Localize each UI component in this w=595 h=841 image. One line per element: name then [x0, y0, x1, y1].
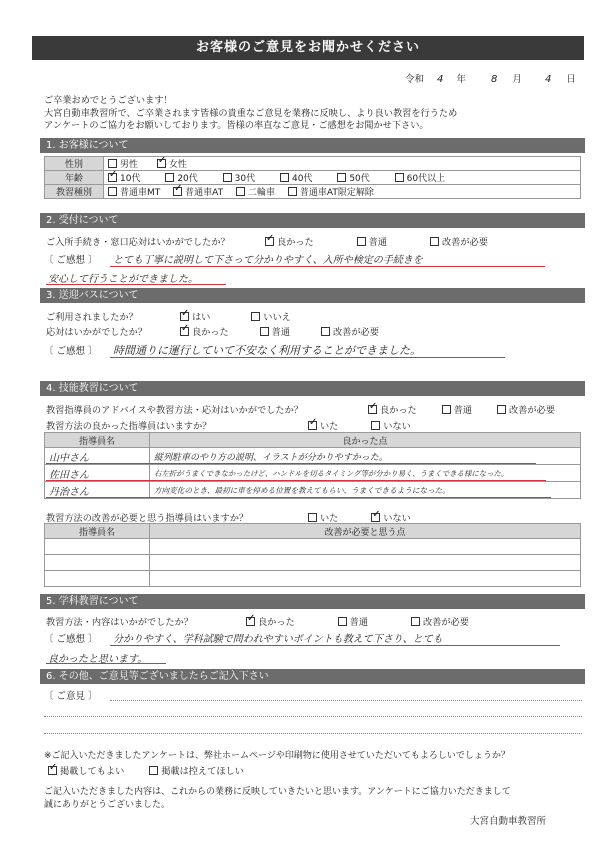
good-instructor-question: 教習方法の良かった指導員はいますか？ — [46, 421, 212, 432]
signature: 大宮自動車教習所 — [470, 816, 547, 827]
bus-comment[interactable]: 時間通りに運行していて不安なく利用することができました。 — [113, 344, 421, 357]
comment-line[interactable] — [44, 716, 582, 717]
checkbox[interactable] — [108, 187, 117, 196]
underline — [110, 357, 505, 358]
column-header: 改善が必要と思う点 — [150, 524, 581, 539]
option-motorcycle[interactable]: 二輪車 — [236, 185, 275, 198]
instructor-name[interactable]: 丹治さん — [45, 482, 150, 499]
option-needs-improvement[interactable]: 改善が必要 — [497, 402, 555, 416]
underline — [46, 284, 226, 285]
improvement-cell[interactable] — [150, 555, 581, 571]
instructor-name-cell[interactable] — [45, 555, 150, 571]
checkbox-checked[interactable] — [180, 327, 189, 336]
age-label: 年齢 — [45, 171, 104, 185]
instructor-name-cell[interactable] — [45, 571, 150, 587]
bus-use-options — [180, 309, 291, 323]
checkbox[interactable] — [260, 327, 269, 336]
comment-line[interactable] — [44, 733, 582, 734]
checkbox[interactable] — [442, 405, 451, 414]
good-instructor-options — [308, 418, 411, 432]
option-publish-no[interactable]: 掲載は控えてほしい — [149, 763, 244, 777]
option-male[interactable]: 男性 — [108, 157, 138, 170]
date-year-unit: 年 — [456, 74, 466, 85]
date-day-unit: 日 — [566, 74, 576, 85]
checkbox-checked[interactable] — [180, 312, 189, 321]
improvement-cell[interactable] — [150, 539, 581, 555]
checkbox[interactable] — [430, 237, 439, 246]
intro-line: アンケートのご協力をお願いしております。皆様の率直なご意見・ご感想をお聞かせ下さい。 — [44, 120, 429, 131]
option-normal[interactable]: 普通 — [260, 324, 290, 338]
bad-instructor-question: 教習方法の改善が必要と思う指導員はいますか？ — [46, 513, 249, 524]
bus-comment-label: 〔 ご感想 〕 — [44, 346, 98, 357]
option-60s-plus[interactable]: 60代以上 — [395, 171, 445, 184]
date-line — [405, 71, 576, 85]
underline — [46, 463, 536, 464]
checkbox-checked[interactable] — [48, 766, 57, 775]
bus-service-question: 応対はいかがでしたか？ — [46, 327, 148, 338]
reception-options — [265, 234, 488, 248]
option-needs-improvement[interactable]: 改善が必要 — [430, 234, 488, 248]
date-month-unit: 月 — [512, 74, 522, 85]
reception-question: ご入所手続き・窓口応対はいかがでしたか？ — [46, 237, 230, 248]
instructor-good-point[interactable]: 方向変化のとき、最初に車を停める位置を教えてもらい、うまくできるようになった。 — [150, 482, 581, 499]
instructor-advice-options — [368, 402, 555, 416]
checkbox-checked[interactable] — [157, 159, 166, 168]
section-1-header: 1. お客様について — [40, 138, 585, 153]
option-no[interactable]: ✓ いない — [371, 510, 411, 524]
instructor-name[interactable]: 山中さん — [45, 448, 150, 465]
customer-info-table — [44, 156, 581, 199]
date-era: 令和 — [405, 74, 425, 85]
option-40s[interactable]: 40代 — [280, 171, 312, 184]
checkbox[interactable] — [357, 237, 366, 246]
column-header: 良かった点 — [150, 433, 581, 448]
good-instructor-table — [44, 432, 581, 499]
checkbox[interactable] — [411, 617, 420, 626]
classroom-comment-line-2[interactable]: 良かったと思います。 — [48, 654, 148, 665]
option-good[interactable]: ✓ 良かった — [265, 234, 314, 248]
reception-comment-line-2[interactable]: 安心して行うことができました。 — [48, 274, 198, 285]
underline — [46, 663, 166, 664]
option-10s[interactable]: ✓ 10代 — [108, 171, 140, 184]
section-3-header: 3. 送迎バスについて — [40, 288, 585, 303]
checkbox[interactable] — [371, 421, 380, 430]
option-normal[interactable]: 普通 — [338, 614, 368, 628]
option-no[interactable]: いいえ — [251, 309, 291, 323]
option-publish-ok[interactable]: ✓掲載してもよい — [48, 763, 124, 777]
checkbox-checked[interactable] — [173, 187, 182, 196]
checkbox[interactable] — [251, 312, 260, 321]
checkbox-checked[interactable] — [308, 421, 317, 430]
improvement-cell[interactable] — [150, 571, 581, 587]
bad-instructor-table — [44, 523, 581, 587]
closing-line: 誠にありがとうございました。 — [44, 799, 171, 810]
option-at[interactable]: ✓ 普通車AT — [173, 185, 223, 198]
checkbox[interactable] — [149, 766, 158, 775]
option-normal[interactable]: 普通 — [357, 234, 387, 248]
intro-line: ご卒業おめでとうございます！ — [44, 95, 173, 106]
consent-options — [48, 763, 244, 777]
underline — [110, 645, 560, 646]
column-header: 指導員名 — [45, 524, 150, 539]
section-2-header: 2. 受付について — [40, 213, 585, 228]
consent-question: ※ご記入いただきましたアンケートは、弊社ホームページや印刷物に使用させていただいてもよろしいでしょうか？ — [44, 751, 510, 761]
checkbox[interactable] — [308, 513, 317, 522]
checkbox[interactable] — [497, 405, 506, 414]
option-needs-improvement[interactable]: 改善が必要 — [411, 614, 469, 628]
instructor-name[interactable]: 佐田さん — [45, 465, 150, 482]
checkbox-checked[interactable] — [371, 513, 380, 522]
option-mt[interactable]: 普通車MT — [108, 185, 160, 198]
option-no[interactable]: いない — [371, 418, 411, 432]
checkbox[interactable] — [395, 173, 404, 182]
option-needs-improvement[interactable]: 改善が必要 — [321, 324, 379, 338]
option-good[interactable]: ✓ 良かった — [246, 614, 295, 628]
reception-comment-line-1[interactable]: とても丁寧に説明して下さって分かりやすく、入所や検定の手続きを — [113, 255, 423, 266]
checkbox[interactable] — [108, 159, 117, 168]
option-good[interactable]: ✓ 良かった — [368, 402, 417, 416]
date-year[interactable]: 4 — [437, 74, 444, 85]
instructor-good-point[interactable]: 縦列駐車のやり方の説明、イラストが分かりやすかった。 — [150, 448, 581, 465]
checkbox[interactable] — [337, 173, 346, 182]
checkbox[interactable] — [236, 187, 245, 196]
column-header: 指導員名 — [45, 433, 150, 448]
option-50s[interactable]: 50代 — [337, 171, 369, 184]
underline — [46, 480, 546, 481]
option-at-limit-removal[interactable]: 普通車AT限定解除 — [288, 185, 374, 198]
option-good[interactable]: ✓ 良かった — [180, 324, 229, 338]
instructor-good-point[interactable]: 右左折がうまくできなかったけど、ハンドルを切るタイミング等が分かり易く、うまくできる様になった。 — [150, 465, 581, 482]
option-female[interactable]: ✓ 女性 — [157, 157, 187, 170]
closing-line: ご記入いただきました内容は、これからの業務に反映していきたいと思います。アンケートにご協力いただきまして — [44, 787, 511, 797]
classroom-options — [246, 614, 469, 628]
section-5-header: 5. 学科教習について — [40, 594, 585, 609]
instructor-advice-question: 教習指導員のアドバイスや教習方法・応対はいかがでしたか？ — [46, 405, 303, 416]
date-month[interactable]: 8 — [491, 74, 498, 85]
checkbox-checked[interactable] — [246, 617, 255, 626]
section-4-header: 4. 技能教習について — [40, 381, 585, 396]
option-normal[interactable]: 普通 — [442, 402, 472, 416]
option-30s[interactable]: 30代 — [223, 171, 255, 184]
bus-use-question: ご利用されましたか？ — [46, 312, 138, 323]
course-type-label: 教習種別 — [45, 185, 104, 199]
section-6-header: 6. その他、ご意見等ございましたらご記入下さい — [40, 669, 585, 684]
checkbox[interactable] — [223, 173, 232, 182]
option-20s[interactable]: 20代 — [165, 171, 197, 184]
instructor-name-cell[interactable] — [45, 539, 150, 555]
reception-comment-label: 〔 ご感想 〕 — [44, 255, 98, 266]
checkbox-checked[interactable] — [368, 405, 377, 414]
checkbox[interactable] — [165, 173, 174, 182]
form-title: お客様のご意見をお聞かせください — [32, 36, 584, 60]
classroom-question: 教習方法・内容はいかがでしたか？ — [46, 617, 193, 628]
date-day[interactable]: 4 — [544, 74, 552, 85]
option-yes[interactable]: ✓ いた — [308, 418, 338, 432]
checkbox[interactable] — [321, 327, 330, 336]
bus-service-options — [180, 324, 379, 338]
gender-options — [104, 157, 581, 171]
course-type-options — [104, 185, 581, 199]
classroom-comment-label: 〔 ご感想 〕 — [44, 634, 98, 645]
bad-instructor-options — [308, 510, 411, 524]
gender-label: 性別 — [45, 157, 104, 171]
underline — [46, 497, 551, 498]
option-yes[interactable]: いた — [308, 510, 338, 524]
checkbox[interactable] — [280, 173, 289, 182]
checkbox[interactable] — [288, 187, 297, 196]
other-comment-label: 〔 ご意見 〕 — [44, 691, 98, 702]
intro-text — [44, 95, 584, 133]
option-yes[interactable]: ✓ はい — [180, 309, 210, 323]
checkbox-checked[interactable] — [108, 173, 117, 182]
checkbox-checked[interactable] — [265, 237, 274, 246]
comment-line[interactable] — [110, 700, 582, 701]
underline — [110, 266, 545, 267]
intro-line: 大宮自動車教習所で、ご卒業されます皆様の貴重なご意見を業務に反映し、より良い教習を行うため — [44, 107, 458, 119]
classroom-comment-line-1[interactable]: 分かりやすく、学科試験で問われやすいポイントも教えて下さり、とても — [113, 634, 443, 645]
closing-text — [44, 786, 584, 811]
checkbox[interactable] — [338, 617, 347, 626]
